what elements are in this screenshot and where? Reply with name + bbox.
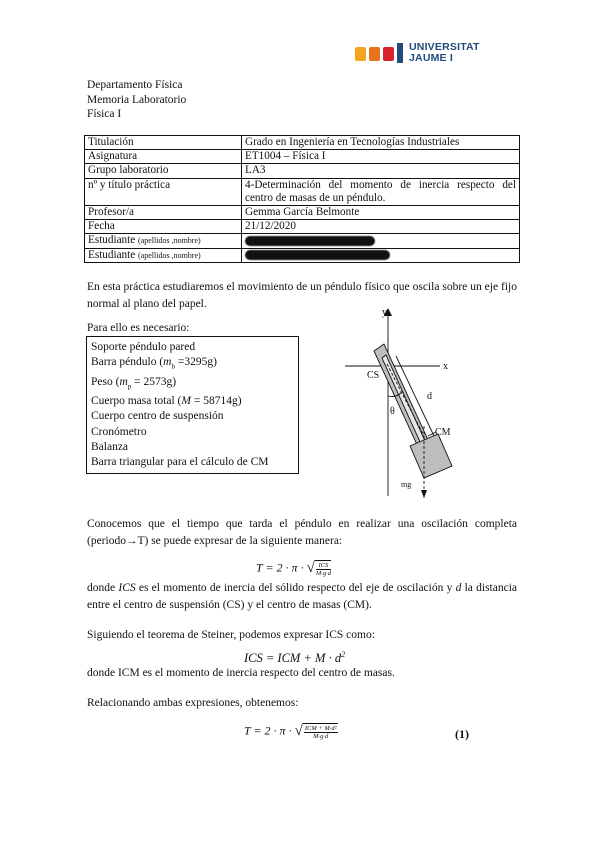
document-header xyxy=(87,78,186,122)
relate-paragraph: Relacionando ambas expresiones, obtenemos: xyxy=(87,697,299,709)
y-label: y xyxy=(382,307,387,318)
table-row: nº y título práctica 4-Determinación del momento de inercia respecto del centro de masas de un péndulo. xyxy=(85,178,520,205)
list-item: Barra triangular para el cálculo de CM xyxy=(91,456,269,469)
table-row: Profesor/a Gemma García Belmonte xyxy=(85,206,520,220)
redacted-name xyxy=(245,250,390,260)
steiner-paragraph: Siguiendo el teorema de Steiner, podemos expresar ICS como: xyxy=(87,629,375,641)
mg-arrow-icon xyxy=(421,490,427,498)
where-paragraph: donde ICS es el momento de inercia del sólido respecto del eje de oscilación y d la distancia entre el centro de suspensión (CS) y el centro de masas (CM). xyxy=(87,582,517,611)
theta-label: θ xyxy=(390,406,395,417)
uji-logo-mark-icon xyxy=(355,41,407,67)
course: Física I xyxy=(87,108,122,120)
period-paragraph: Conocemos que el tiempo que tarda el péndulo en realizar una oscilación completa (periodo→T) se puede expresar de la siguiente manera: xyxy=(87,518,517,547)
student-row: Estudiante (apellidos ,nombre) xyxy=(85,234,520,248)
needed-label: Para ello es necesario: xyxy=(87,322,190,334)
department: Departamento Física xyxy=(87,79,183,91)
table-row: Fecha 21/12/2020 xyxy=(85,220,520,234)
list-item: Barra péndulo $(m_b =3295g)$ xyxy=(91,356,217,371)
list-item: Cuerpo centro de suspensión xyxy=(91,410,224,423)
list-item: Balanza xyxy=(91,440,129,453)
table-row: Grupo laboratorio LA3 xyxy=(85,164,520,178)
cs-label: CS xyxy=(367,370,380,381)
pendulum-diagram xyxy=(340,306,470,506)
pendulum-slot xyxy=(382,355,430,455)
period-formula: T = 2 · π · √ $\frac{\text{ICS}}{M\cdot g\cdot d}$ xyxy=(256,560,331,577)
intro-paragraph: En esta práctica estudiaremos el movimiento de un péndulo físico que oscila sobre un eje fijo normal al plano del papel. xyxy=(87,281,517,310)
list-item: Soporte péndulo pared xyxy=(91,341,196,353)
list-item: Cuerpo masa total (M = 58714g) xyxy=(91,395,242,408)
student-row: Estudiante (apellidos ,nombre) xyxy=(85,248,520,262)
university-name: UNIVERSITAT JAUME I xyxy=(409,41,480,64)
combined-formula: T = 2 · π · √ $\frac{\text{ICM + M·d²}}{M\cdot g\cdot d}$ xyxy=(244,723,337,740)
d-label: d xyxy=(427,391,432,402)
list-item: Peso $(m_p = 2573g)$ xyxy=(91,375,177,390)
materials-list xyxy=(86,336,299,474)
sqrt-icon: √ xyxy=(306,560,315,576)
x-label: x xyxy=(443,361,448,372)
cm-label: CM xyxy=(435,427,451,438)
icm-paragraph: donde ICM es el momento de inercia respecto del centro de masas. xyxy=(87,667,395,679)
report-type: Memoria Laboratorio xyxy=(87,93,187,106)
steiner-formula: ICS = ICM + $M \cdot d^2$ xyxy=(244,650,346,666)
list-item: Cronómetro xyxy=(91,425,147,438)
mg-label: mg xyxy=(401,480,412,489)
table-row: Asignatura ET1004 – Física I xyxy=(85,150,520,164)
sqrt-icon: √ xyxy=(294,723,303,739)
info-table xyxy=(84,135,520,263)
equation-number: (1) xyxy=(455,727,469,741)
redacted-name xyxy=(245,236,375,246)
table-row: Titulación Grado en Ingeniería en Tecnologías Industriales xyxy=(85,136,520,150)
